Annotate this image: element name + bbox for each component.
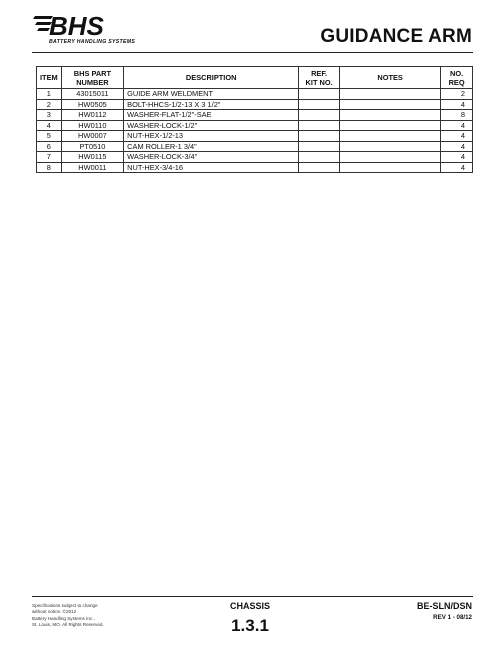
cell-description: BOLT-HHCS-1/2-13 X 3 1/2" [124, 99, 299, 110]
header-divider [32, 52, 473, 53]
col-header-qty: NO. REQ [441, 67, 473, 89]
cell-ref-kit [299, 152, 340, 163]
cell-item: 4 [37, 120, 62, 131]
cell-notes [340, 110, 441, 121]
table-row [37, 99, 473, 110]
bhs-logo [33, 8, 145, 48]
copyright-line: St. Louis, MO. All Rights Reserved. [32, 621, 104, 627]
col-header-ref-kit: REF. KIT NO. [299, 67, 340, 89]
cell-item: 7 [37, 152, 62, 163]
cell-qty: 8 [441, 110, 473, 121]
revision-label: REV 1 - 08/12 [433, 614, 472, 621]
copyright-notice [32, 603, 104, 628]
page-title: GUIDANCE ARM [320, 26, 472, 47]
cell-description: NUT-HEX-3/4-16 [124, 162, 299, 173]
cell-ref-kit [299, 110, 340, 121]
table-header-row [37, 67, 473, 89]
cell-qty: 4 [441, 99, 473, 110]
cell-item: 1 [37, 89, 62, 100]
cell-ref-kit [299, 99, 340, 110]
cell-part-number: HW0505 [61, 99, 124, 110]
cell-part-number: HW0011 [61, 162, 124, 173]
cell-notes [340, 141, 441, 152]
logo-subtitle: BATTERY HANDLING SYSTEMS [49, 39, 136, 45]
cell-notes [340, 131, 441, 142]
table-row [37, 162, 473, 173]
cell-item: 8 [37, 162, 62, 173]
cell-part-number: PT0510 [61, 141, 124, 152]
cell-item: 5 [37, 131, 62, 142]
cell-ref-kit [299, 162, 340, 173]
cell-description: CAM ROLLER-1 3/4" [124, 141, 299, 152]
cell-part-number: 43015011 [61, 89, 124, 100]
cell-description: GUIDE ARM WELDMENT [124, 89, 299, 100]
cell-description: NUT-HEX-1/2-13 [124, 131, 299, 142]
col-header-item: ITEM [37, 67, 62, 89]
cell-part-number: HW0115 [61, 152, 124, 163]
col-header-notes: NOTES [340, 67, 441, 89]
cell-description: WASHER-LOCK-3/4" [124, 152, 299, 163]
table-row [37, 131, 473, 142]
cell-part-number: HW0112 [61, 110, 124, 121]
cell-part-number: HW0110 [61, 120, 124, 131]
col-header-part-number: BHS PART NUMBER [61, 67, 124, 89]
cell-notes [340, 152, 441, 163]
cell-notes [340, 89, 441, 100]
copyright-line: Specifications subject to change [32, 603, 98, 608]
bhs-logo-icon [33, 8, 145, 48]
cell-notes [340, 162, 441, 173]
table-row [37, 152, 473, 163]
cell-part-number: HW0007 [61, 131, 124, 142]
cell-qty: 4 [441, 131, 473, 142]
logo-wordmark: BHS [49, 11, 104, 41]
footer-divider [32, 596, 473, 597]
cell-notes [340, 120, 441, 131]
copyright-line: without notice. ©2012 [32, 609, 77, 615]
cell-description: WASHER-LOCK-1/2" [124, 120, 299, 131]
cell-qty: 4 [441, 141, 473, 152]
cell-qty: 2 [441, 89, 473, 100]
page-number: 1.3.1 [231, 616, 269, 635]
table-row [37, 141, 473, 152]
parts-table [36, 66, 473, 173]
table-row [37, 120, 473, 131]
section-name: CHASSIS [229, 601, 270, 611]
copyright-line: Battery Handling Systems Inc., [32, 615, 95, 621]
cell-item: 6 [37, 141, 62, 152]
model-code: BE-SLN/DSN [416, 601, 472, 611]
table-row [37, 89, 473, 100]
cell-ref-kit [299, 120, 340, 131]
cell-item: 3 [37, 110, 62, 121]
col-header-description: DESCRIPTION [124, 67, 299, 89]
cell-ref-kit [299, 141, 340, 152]
cell-description: WASHER-FLAT-1/2"-SAE [124, 110, 299, 121]
cell-ref-kit [299, 131, 340, 142]
cell-notes [340, 99, 441, 110]
table-row [37, 110, 473, 121]
cell-qty: 4 [441, 152, 473, 163]
cell-qty: 4 [441, 120, 473, 131]
cell-item: 2 [37, 99, 62, 110]
cell-ref-kit [299, 89, 340, 100]
cell-qty: 4 [441, 162, 473, 173]
